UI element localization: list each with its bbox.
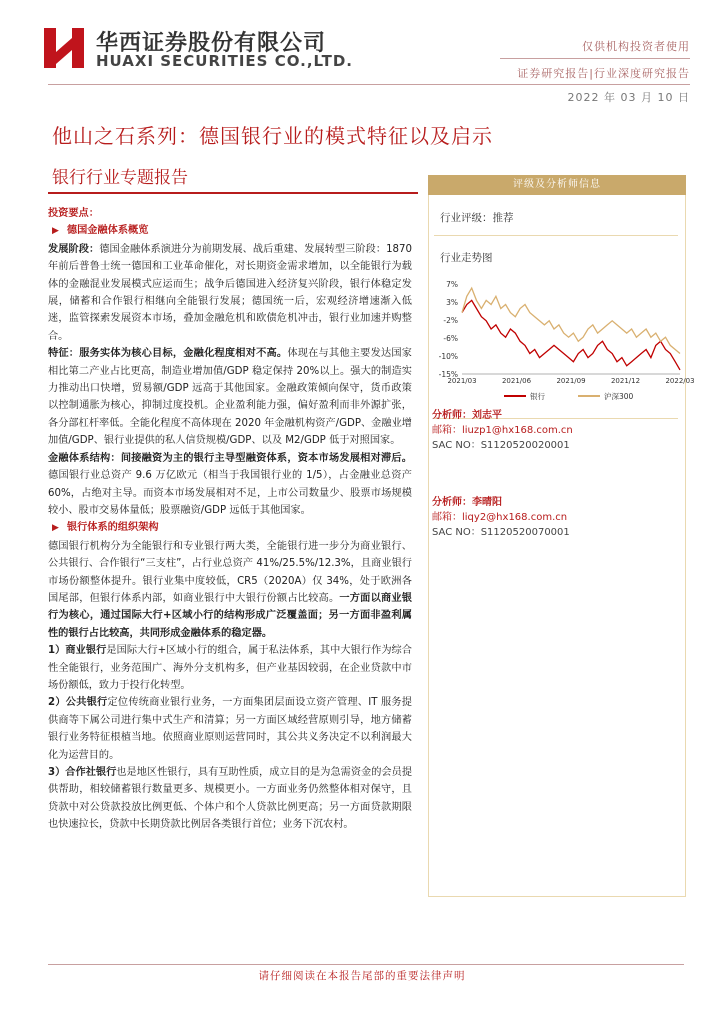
analyst-2-name: 分析师：李晴阳 (432, 497, 502, 508)
paragraph-text: 体现在与其他主要发达国家相比第二产业占比更高，制造业增加值/GDP 稳定保持 20%以上。强大的制造实力推动出口快增，贸易额/GDP 远高于其他国家。金融政策倾向保守，货币政策以控制通胀为核心，抑制过度投机。企业盈利能力强，偏好盈利而非外源扩张，各分部杠杆率低。全能化程度不高体现在 2020 年金融机构资产/GDP、金融业增加值/GDP、银行业提供的私人信贷规模/GDP、以及 M2/GDP 低于对照国家。 (48, 348, 412, 447)
paragraph-public-banks (48, 694, 412, 764)
y-tick-label: 3% (446, 298, 458, 307)
legend-label: 银行 (530, 392, 545, 401)
y-tick-label: -15% (438, 370, 458, 379)
keyword: 金融体系结构：间接融资为主的银行主导型融资体系，资本市场发展相对滞后。 (48, 452, 412, 464)
y-tick-label: 7% (446, 280, 458, 289)
keyword: 1）商业银行 (48, 645, 107, 657)
x-tick-label: 2021/09 (556, 377, 586, 385)
report-type: 证券研究报告|行业深度研究报告 (517, 67, 690, 80)
x-tick-label: 2021/03 (447, 377, 477, 385)
section-title-2 (48, 519, 412, 537)
paragraph-structure (48, 450, 412, 520)
paragraph-text: 也是地区性银行，具有互助性质，成立目的是为急需资金的会员提供帮助，相较储蓄银行数量更多、规模更小。一方面业务仍然整体相对保守，且贷款中对公贷款投放比例更低、个体户和个人贷款比例更高；另一方面贷款期限也快速拉长，贷款中长期贷款比例居各类银行首位；业务下沉农村。 (48, 767, 413, 831)
paragraph-commercial-banks (48, 642, 412, 694)
y-tick-label: -10% (438, 352, 458, 361)
subtitle-underline (48, 192, 418, 194)
analyst-1-sac: SAC NO：S1120520020001 (432, 440, 570, 451)
legend-label: 沪深300 (604, 392, 634, 401)
paragraph-organization (48, 538, 412, 642)
header-rule (48, 84, 690, 85)
trend-chart (428, 278, 695, 410)
paragraph-text: 德国银行业总资产 9.6 万亿欧元（相当于我国银行业的 1/5），占金融业总资产 60%，占绝对主导。而资本市场发展相对不足，上市公司数量少、股票市场规模较小、股市交易体量低；股票融资/GDP 远低于其他国家。 (48, 470, 412, 516)
company-name-cn: 华西证券股份有限公司 (96, 31, 327, 56)
analyst-1-email[interactable]: 邮箱：liuzp1@hx168.com.cn (432, 425, 573, 436)
keyword: 特征：服务实体为核心目标，金融化程度相对不高。 (48, 348, 288, 360)
sidebar-header: 评级及分析师信息 (428, 175, 686, 195)
keyword: 2）公共银行 (48, 697, 108, 709)
audience-note: 仅供机构投资者使用 (582, 40, 690, 53)
legal-notice[interactable]: 请仔细阅读在本报告尾部的重要法律声明 (258, 970, 466, 982)
y-tick-label: -6% (443, 334, 458, 343)
y-tick-label: -2% (443, 316, 458, 325)
section-title-1-text: 德国金融体系概览 (66, 225, 149, 237)
paragraph-text: 是国际大行+区域小行的组合，属于私法体系，其中大银行作为综合性全能银行，业务范围广、海外分支机构多，但产业基因较弱，在企业贷款中市场份额低，致力于投行化转型。 (48, 645, 412, 691)
analyst-2-email[interactable]: 邮箱：liqy2@hx168.com.cn (432, 512, 568, 523)
paragraph-text: 德国金融体系演进分为前期发展、战后重建、发展转型三阶段：1870 年前后普鲁士统一德国和工业革命催化，对长期资金需求增加，以全能银行为载体的金融混业发展模式应运而生；战争后德国进入经济复兴阶段，银行体稳定发展，储蓄和合作银行相继向全能银行发展；德国统一后，宏观经济增速渐入低迷，监管探索发展资本市场，叠加金融危机和欧债危机冲击，银行业加速并购整合。 (48, 243, 412, 342)
main-content (48, 205, 412, 834)
header-divider (500, 58, 690, 59)
series-line-2 (462, 288, 680, 353)
section-title-2-text: 银行体系的组织架构 (66, 522, 159, 534)
keyword: 发展阶段： (48, 243, 100, 255)
keyword: 3）合作社银行 (48, 767, 117, 778)
sidebar-divider (434, 235, 678, 236)
report-date: 2022 年 03 月 10 日 (567, 91, 690, 104)
paragraph-development (48, 241, 412, 345)
footer-rule (48, 964, 684, 965)
x-tick-label: 2021/12 (610, 377, 641, 385)
x-tick-label: 2022/03 (665, 377, 695, 385)
paragraph-cooperative-banks (48, 764, 412, 834)
triangle-icon: ▶ (52, 226, 59, 237)
triangle-icon: ▶ (52, 523, 59, 534)
trend-chart-label: 行业走势图 (440, 252, 493, 264)
paragraph-text: 定位传统商业银行业务，一方面集团层面设立资产管理、IT 服务提供商等下属公司进行集中式生产和清算；另一方面区域经营原则引导，地方储蓄银行业务特征根植当地。依照商业原则运营同时，其公共义务决定不以利润最大化为运营目的。 (48, 697, 412, 761)
keyword: 一方面以商业银行为核心，通过国际大行+区域小行的结构形成广泛覆盖面；另一方面非盈利属性的银行占比较高，共同形成金融体系的稳定器。 (48, 592, 412, 639)
investment-heading: 投资要点： (48, 208, 99, 219)
industry-rating: 行业评级：推荐 (440, 212, 514, 224)
analyst-2-sac: SAC NO：S1120520070001 (432, 527, 570, 538)
huaxi-logo-icon (44, 28, 84, 68)
x-tick-label: 2021/06 (501, 377, 532, 385)
paragraph-features (48, 345, 412, 449)
page-title: 他山之石系列：德国银行业的模式特征以及启示 (52, 124, 493, 148)
page-subtitle: 银行行业专题报告 (52, 168, 188, 188)
section-title-1 (48, 222, 412, 240)
company-name-en: HUAXI SECURITIES CO.,LTD. (96, 52, 353, 70)
analyst-1-name: 分析师：刘志平 (432, 410, 502, 421)
paragraph-text: 德国银行机构分为全能银行和专业银行两大类，全能银行进一步分为商业银行、公共银行、合作银行“三支柱”，占行业总资产 41%/25.5%/12.3%，且商业银行市场份额整体提升。银行业集中度较低，CR5（2020A）仅 34%，处于欧洲各国尾部，但银行体系内部，如商业银行中大银行份额占比较高。 (48, 540, 412, 604)
